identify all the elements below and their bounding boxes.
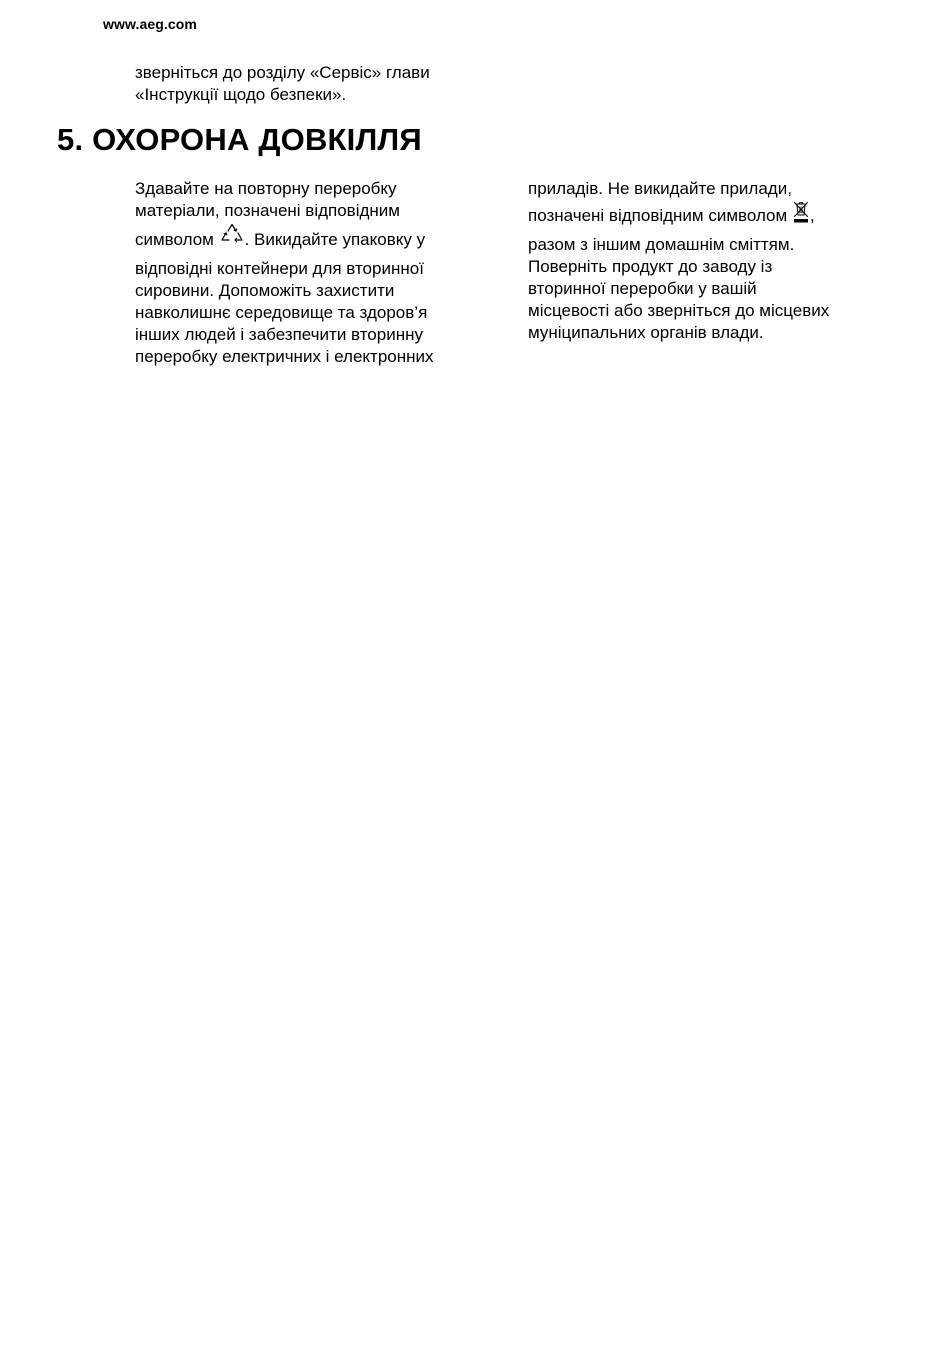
- right-line-6: місцевості або зверніться до місцевих: [528, 301, 830, 320]
- intro-line-2: «Інструкції щодо безпеки».: [135, 85, 347, 104]
- left-line-2: матеріали, позначені відповідним: [135, 201, 400, 220]
- site-url: www.aeg.com: [103, 16, 197, 32]
- section-title: 5. ОХОРОНА ДОВКІЛЛЯ: [57, 122, 422, 157]
- right-line-1: приладів. Не викидайте прилади,: [528, 179, 792, 198]
- left-line-7: інших людей і забезпечити вторинну: [135, 325, 423, 344]
- crossed-out-bin-icon: [792, 200, 810, 234]
- intro-line-1: зверніться до розділу «Сервіс» глави: [135, 63, 430, 82]
- left-line-6: навколишнє середовище та здоров’я: [135, 303, 428, 322]
- intro-paragraph: [135, 62, 515, 106]
- right-line-5: вторинної переробки у вашій: [528, 279, 757, 298]
- left-line-3-before: символом: [135, 230, 219, 249]
- left-line-8: переробку електричних і електронних: [135, 347, 434, 366]
- recycle-icon: [219, 222, 245, 258]
- right-line-2-before: позначені відповідним символом: [528, 206, 792, 225]
- left-line-3: [135, 222, 500, 258]
- right-line-7: муніципальних органів влади.: [528, 323, 764, 342]
- right-line-4: Поверніть продукт до заводу із: [528, 257, 773, 276]
- left-line-3-after: . Викидайте упаковку у: [244, 230, 426, 249]
- right-line-2: [528, 200, 908, 234]
- right-line-3: разом з іншим домашнім сміттям.: [528, 235, 795, 254]
- left-line-4: відповідні контейнери для вторинної: [135, 259, 424, 278]
- right-column: [528, 178, 908, 344]
- right-line-2-after: ,: [809, 206, 815, 225]
- left-column: [135, 178, 500, 368]
- left-line-5: сировини. Допоможіть захистити: [135, 281, 395, 300]
- left-line-1: Здавайте на повторну переробку: [135, 179, 397, 198]
